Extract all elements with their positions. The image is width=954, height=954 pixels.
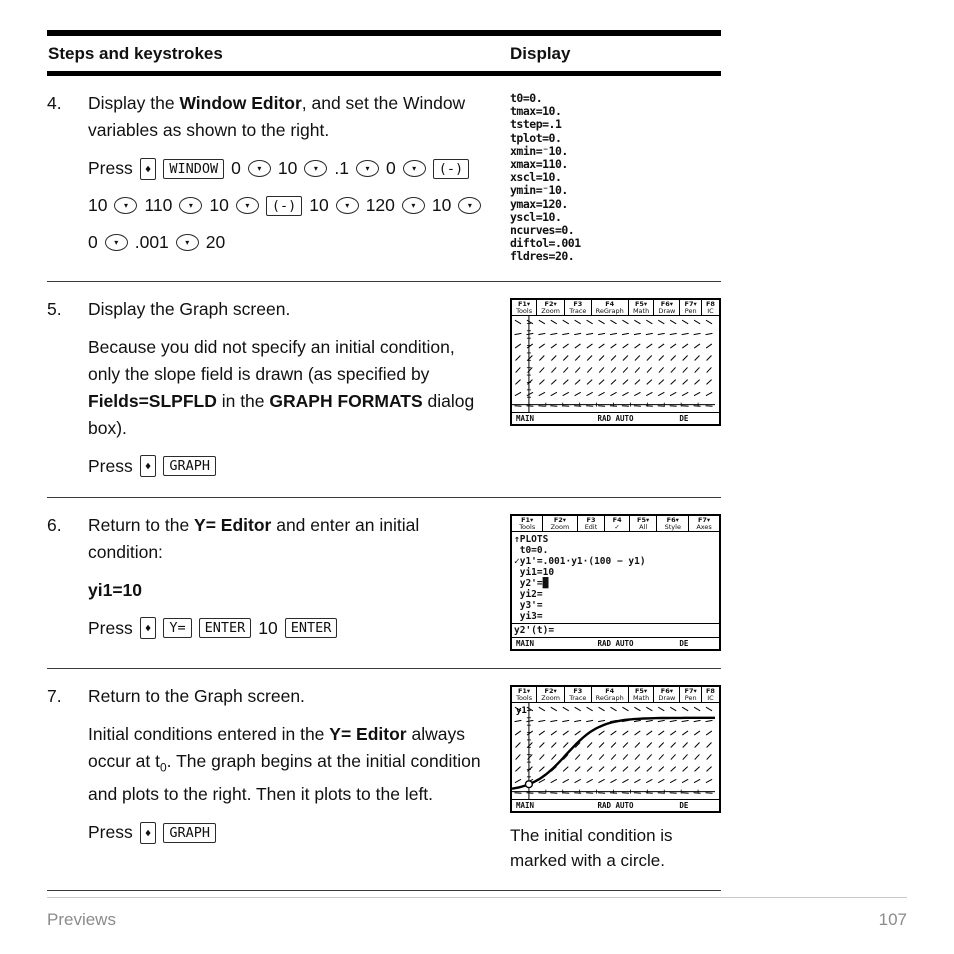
y-editor-line: t0=0. <box>514 544 549 556</box>
step-paragraph <box>88 90 488 144</box>
text-segment: . The graph begins at the initial condition and plots to the right. Then it plots to the left. <box>88 750 481 805</box>
toolbar-tab-fkey: F2▾ <box>544 686 557 695</box>
toolbar-tab-fkey: F5▾ <box>637 515 650 524</box>
display-cell <box>510 90 721 264</box>
text-segment: Y= Editor <box>194 514 272 535</box>
calculator-key-window: WINDOW <box>163 159 224 179</box>
keystroke-text: 10 <box>309 195 329 215</box>
press-instruction <box>88 615 488 642</box>
text-segment: in the <box>216 390 270 411</box>
text-segment: Window Editor <box>179 93 302 113</box>
toolbar-tab-fkey: F7▾ <box>697 515 711 524</box>
text-segment: 0 <box>159 760 167 775</box>
keystroke-text: 10 <box>258 617 278 638</box>
toolbar-tab-name: Tools <box>516 693 533 702</box>
window-variable-line: fldres=20. <box>510 249 575 264</box>
window-variable-line: diftol=.001 <box>510 236 581 251</box>
toolbar-tab-name: All <box>639 522 648 531</box>
screen-toolbar <box>512 687 719 703</box>
keystroke-text: 0 <box>88 232 98 252</box>
keystroke-text: .1 <box>334 158 349 178</box>
toolbar-tab <box>565 300 591 315</box>
y-editor-line: ↑PLOTS <box>514 533 549 545</box>
y-editor-line: yi2= <box>514 588 543 600</box>
window-variable-line: tmax=10. <box>510 104 562 119</box>
toolbar-tab-name: Zoom <box>541 306 561 315</box>
solution-curve <box>512 717 715 788</box>
graph-plot-area <box>512 316 719 412</box>
text-segment: dialog box). <box>88 390 475 438</box>
toolbar-tab <box>629 300 654 315</box>
window-variable-line: tplot=0. <box>510 130 562 145</box>
toolbar-tab-fkey: F2▾ <box>553 515 567 524</box>
toolbar-tab <box>680 300 701 315</box>
step-row <box>47 76 721 282</box>
text-segment: Return to the Graph screen. <box>88 685 305 706</box>
window-variable-line: ncurves=0. <box>510 223 575 238</box>
keystroke-text: Press <box>88 455 133 476</box>
down-arrow-key: ▾ <box>114 197 137 214</box>
step-number: 5. <box>47 298 62 319</box>
toolbar-tab-fkey: F8 <box>705 299 715 308</box>
toolbar-tab-fkey: F8 <box>705 686 715 695</box>
screen-caption: The initial condition is marked with a circle. <box>510 825 673 870</box>
calculator-key-graph: GRAPH <box>163 456 216 476</box>
down-arrow-key: ▾ <box>248 160 271 177</box>
toolbar-tab-name: Zoom <box>541 693 561 702</box>
toolbar-tab <box>537 300 565 315</box>
calculator-key-negate: (-) <box>266 196 302 216</box>
screen-status-bar <box>512 412 719 424</box>
toolbar-tab-fkey: F6▾ <box>660 299 673 308</box>
step-number: 6. <box>47 514 62 535</box>
toolbar-tab-name: Style <box>664 522 681 531</box>
y-editor-line: y3'= <box>514 599 543 611</box>
calculator-key-enter: ENTER <box>285 618 338 638</box>
toolbar-tab <box>565 687 591 702</box>
calculator-key-graph: GRAPH <box>163 823 216 843</box>
toolbar-tab-fkey: F6▾ <box>666 515 679 524</box>
window-variable-line: xmax=110. <box>510 157 568 172</box>
step-row <box>47 498 721 669</box>
window-variable-line: tstep=.1 <box>510 117 562 132</box>
toolbar-tab-name: Trace <box>569 306 587 315</box>
toolbar-tab-fkey: F1▾ <box>517 299 531 308</box>
column-header-display: Display <box>510 44 571 63</box>
step-text <box>88 90 510 264</box>
display-cell <box>510 683 722 873</box>
toolbar-tab-name: Zoom <box>550 522 570 531</box>
solution-curve-plot <box>512 703 715 799</box>
toolbar-tab <box>702 687 719 702</box>
status-mode: RAD AUTO <box>597 413 634 423</box>
down-arrow-key: ▾ <box>458 197 481 214</box>
toolbar-tab-fkey: F3 <box>573 299 583 308</box>
step-text <box>88 683 510 873</box>
text-segment: always occur at t <box>88 723 465 771</box>
status-folder: MAIN <box>516 800 535 810</box>
toolbar-tab <box>605 516 629 531</box>
toolbar-tab-name: Draw <box>658 306 676 315</box>
step-paragraph <box>88 577 488 604</box>
toolbar-tab <box>592 687 629 702</box>
footer-section-label: Previews <box>47 910 116 929</box>
toolbar-tab-name: ReGraph <box>595 306 624 315</box>
down-arrow-key: ▾ <box>304 160 327 177</box>
keystroke-text: 120 <box>365 195 395 215</box>
y-editor-line: yi1=10 <box>514 566 555 578</box>
keystroke-text: 0 <box>385 158 396 178</box>
keystroke-text: 10 <box>277 158 298 178</box>
toolbar-tab-name: Pen <box>684 693 697 702</box>
toolbar-tab <box>630 516 658 531</box>
initial-condition-circle <box>526 780 533 787</box>
toolbar-tab-fkey: F1▾ <box>517 686 531 695</box>
y-editor-line: ✓y1'=.001·y1·(100 − y1) <box>514 555 646 567</box>
status-graph-type: DE <box>679 413 689 423</box>
y-editor-line: yi3= <box>514 610 543 622</box>
down-arrow-key: ▾ <box>176 234 199 251</box>
status-mode: RAD AUTO <box>597 800 634 810</box>
screen-status-bar <box>512 799 719 811</box>
text-segment: GRAPH FORMATS <box>269 390 423 411</box>
screen-status-bar <box>512 637 719 649</box>
press-instruction <box>88 819 488 846</box>
keystroke-text: .001 <box>134 232 169 252</box>
down-arrow-key: ▾ <box>403 160 426 177</box>
toolbar-tab-name: Tools <box>516 306 533 315</box>
toolbar-tab-fkey: F5▾ <box>634 686 648 695</box>
down-arrow-key: ▾ <box>236 197 259 214</box>
down-arrow-key: ▾ <box>402 197 425 214</box>
keystroke-text: Press <box>88 822 133 843</box>
diamond-key: ♦ <box>140 158 157 180</box>
toolbar-tab-name: ReGraph <box>595 693 624 702</box>
window-variable-line: yscl=10. <box>510 209 562 224</box>
text-segment: Y= Editor <box>329 723 407 744</box>
toolbar-tab-fkey: F1▾ <box>521 515 534 524</box>
toolbar-tab-fkey: F3 <box>573 686 583 695</box>
toolbar-tab-fkey: F7▾ <box>684 299 697 308</box>
toolbar-tab-fkey: F2▾ <box>544 299 557 308</box>
step-number: 4. <box>47 93 62 113</box>
keystroke-text: 0 <box>231 158 241 178</box>
ti-graph-screen <box>510 298 721 426</box>
toolbar-tab-name: Edit <box>584 522 598 531</box>
status-graph-type: DE <box>679 638 689 648</box>
window-variable-line: ymin=⁻10. <box>510 183 568 198</box>
ti-y-editor-screen <box>510 514 721 651</box>
toolbar-tab <box>680 687 701 702</box>
text-segment: Initial conditions entered in the <box>88 723 330 744</box>
step-row <box>47 669 721 891</box>
ti-graph-screen-with-solution <box>510 685 721 813</box>
status-graph-type: DE <box>679 800 689 810</box>
y-editor-line: y2'=█ <box>514 577 549 589</box>
step-paragraph <box>88 334 488 442</box>
y-editor-entry-line: y2'(t)= <box>512 623 719 637</box>
down-arrow-key: ▾ <box>356 160 379 177</box>
toolbar-tab <box>654 300 680 315</box>
keystroke-text: 10 <box>88 195 108 215</box>
toolbar-tab-name: Trace <box>569 693 587 702</box>
window-variable-line: ymax=120. <box>510 196 568 211</box>
toolbar-tab-name: Math <box>632 693 650 702</box>
keystroke-text: 10 <box>209 195 229 215</box>
toolbar-tab <box>512 300 537 315</box>
slope-field-plot <box>512 316 715 412</box>
diamond-key: ♦ <box>140 455 157 477</box>
text-segment: Because you did not specify an initial condition, only the slope field is drawn (as specified by <box>88 336 455 384</box>
page-footer <box>47 897 907 930</box>
toolbar-tab-fkey: F6▾ <box>660 686 673 695</box>
diamond-key: ♦ <box>140 822 157 844</box>
calculator-key-negate: (-) <box>433 159 469 179</box>
toolbar-tab-name: ✓ <box>614 522 620 531</box>
keystroke-text: Press <box>88 617 133 638</box>
toolbar-tab-fkey: F3 <box>586 515 596 524</box>
window-variable-line: xscl=10. <box>510 170 562 185</box>
text-segment: Display the Graph screen. <box>88 298 291 319</box>
status-mode: RAD AUTO <box>597 638 634 648</box>
status-folder: MAIN <box>516 638 535 648</box>
toolbar-tab-fkey: F5▾ <box>634 299 648 308</box>
step-paragraph <box>88 683 488 710</box>
step-number: 7. <box>47 685 62 706</box>
toolbar-tab-fkey: F4 <box>612 515 622 524</box>
keystroke-text: 20 <box>205 232 226 252</box>
toolbar-tab <box>654 687 680 702</box>
text-segment: Return to the <box>88 514 195 535</box>
down-arrow-key: ▾ <box>179 197 202 214</box>
toolbar-tab <box>702 300 719 315</box>
steps-table <box>47 76 721 891</box>
toolbar-tab-name: Pen <box>684 306 697 315</box>
toolbar-tab <box>543 516 577 531</box>
press-instruction <box>88 453 488 480</box>
calculator-key-enter: ENTER <box>199 618 252 638</box>
text-segment: Fields=SLPFLD <box>88 390 217 411</box>
toolbar-tab-name: Draw <box>658 693 676 702</box>
step-paragraph <box>88 512 488 566</box>
down-arrow-key: ▾ <box>105 234 128 251</box>
down-arrow-key: ▾ <box>336 197 359 214</box>
toolbar-tab-name: Tools <box>519 522 536 531</box>
screen-toolbar <box>512 300 719 316</box>
press-instruction <box>88 155 488 256</box>
toolbar-tab <box>578 516 606 531</box>
toolbar-tab <box>592 300 629 315</box>
toolbar-tab <box>689 516 719 531</box>
calculator-key-y: Y= <box>163 618 191 638</box>
window-variable-line: xmin=⁻10. <box>510 143 568 158</box>
diamond-key: ♦ <box>140 617 157 639</box>
toolbar-tab-name: IC <box>707 306 714 315</box>
toolbar-tab <box>537 687 565 702</box>
keystroke-text: 110 <box>144 195 173 215</box>
footer-page-number: 107 <box>878 910 907 929</box>
toolbar-tab-fkey: F4 <box>605 686 615 695</box>
column-header-steps: Steps and keystrokes <box>48 44 223 63</box>
text-segment: Display the <box>88 93 180 113</box>
toolbar-tab <box>629 687 654 702</box>
step-text <box>88 296 510 480</box>
step-text <box>88 512 510 651</box>
text-segment: , and set the Window variables as shown to the right. <box>88 93 466 140</box>
toolbar-tab <box>512 516 543 531</box>
display-cell <box>510 512 721 651</box>
keystroke-text: 10 <box>431 195 452 215</box>
display-cell <box>510 296 721 480</box>
step-paragraph <box>88 296 488 323</box>
y-editor-lines <box>512 532 719 623</box>
graph-plot-area <box>512 703 719 799</box>
toolbar-tab-fkey: F7▾ <box>684 686 697 695</box>
screen-toolbar <box>512 516 719 532</box>
ti-window-editor-screen <box>510 92 721 264</box>
toolbar-tab-fkey: F4 <box>605 299 615 308</box>
text-segment: yi1=10 <box>88 579 143 600</box>
step-row <box>47 282 721 498</box>
trace-function-label: y1 <box>516 705 527 716</box>
keystroke-text: Press <box>88 158 133 178</box>
step-paragraph <box>88 721 488 809</box>
toolbar-tab-name: Axes <box>696 522 712 531</box>
toolbar-tab <box>512 687 537 702</box>
table-header-row <box>47 36 721 71</box>
toolbar-tab <box>657 516 689 531</box>
toolbar-tab-name: IC <box>707 693 714 702</box>
text-segment: and enter an initial condition: <box>88 514 420 562</box>
status-folder: MAIN <box>516 413 535 423</box>
window-variable-line: t0=0. <box>510 91 543 105</box>
toolbar-tab-name: Math <box>632 306 650 315</box>
